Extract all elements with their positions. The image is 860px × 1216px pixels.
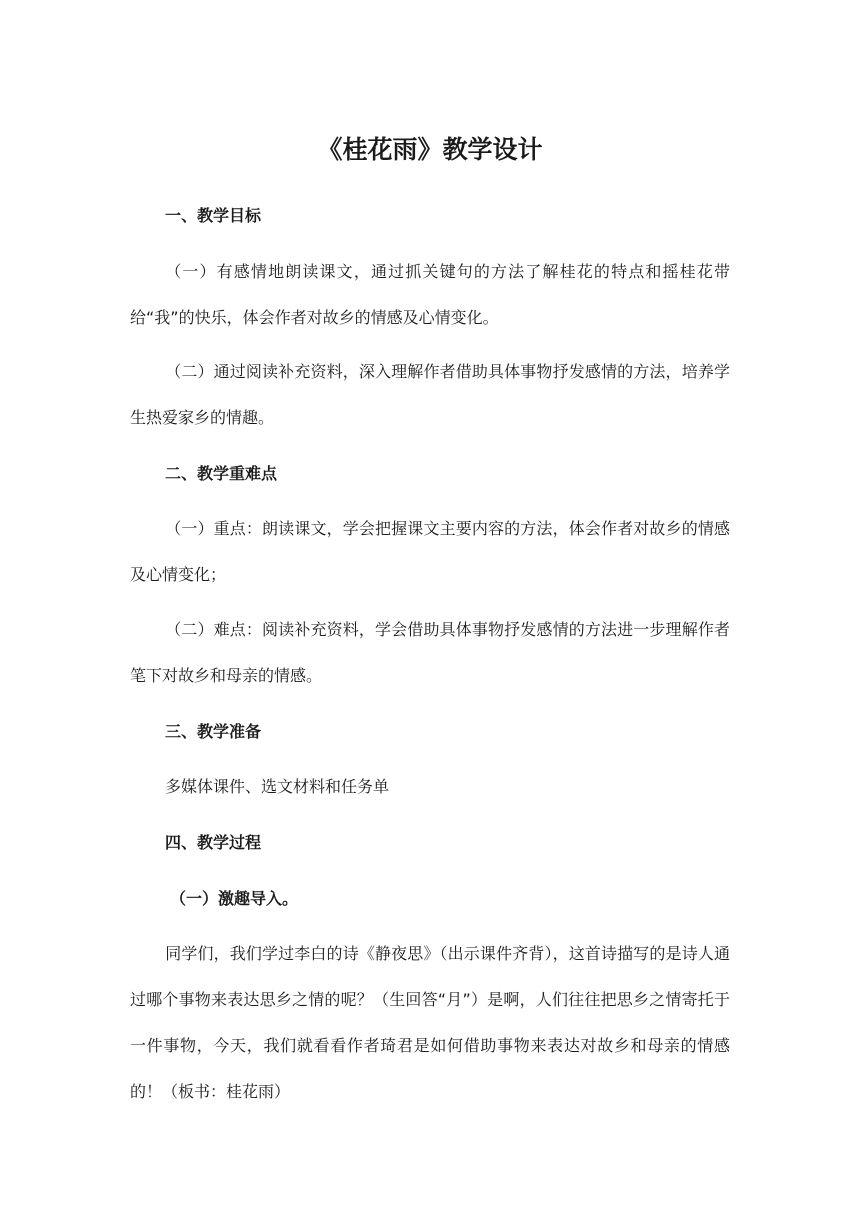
intro-paragraph: 同学们，我们学过李白的诗《静夜思》（出示课件齐背），这首诗描写的是诗人通过哪个事物来表达思乡之情的呢？（生回答“月”）是啊，人们往往把思乡之情寄托于一件事物，今天，我们就看看作者琦君是如何借助事物来表达对故乡和母亲的情感的！（板书：桂花雨） — [130, 944, 730, 1101]
goal-paragraph-2: （二）通过阅读补充资料，深入理解作者借助具体事物抒发感情的方法，培养学生热爱家乡的情趣。 — [130, 362, 730, 427]
section-heading-process: 四、教学过程 — [165, 833, 262, 852]
document-title: 《桂花雨》教学设计 — [317, 135, 543, 164]
subheading-intro: （一）激趣导入。 — [170, 889, 299, 908]
section-heading-key-points: 二、教学重难点 — [165, 464, 278, 483]
section-heading-preparation: 三、教学准备 — [165, 722, 262, 741]
goal-paragraph-1: （一）有感情地朗读课文，通过抓关键句的方法了解桂花的特点和摇桂花带给“我”的快乐，体会作者对故乡的情感及心情变化。 — [130, 262, 730, 327]
key-point-paragraph: （一）重点：朗读课文，学会把握课文主要内容的方法，体会作者对故乡的情感及心情变化； — [130, 519, 730, 584]
difficulty-paragraph: （二）难点：阅读补充资料，学会借助具体事物抒发感情的方法进一步理解作者笔下对故乡和母亲的情感。 — [130, 620, 730, 685]
preparation-text: 多媒体课件、选文材料和任务单 — [165, 777, 390, 796]
section-heading-goals: 一、教学目标 — [165, 206, 262, 225]
